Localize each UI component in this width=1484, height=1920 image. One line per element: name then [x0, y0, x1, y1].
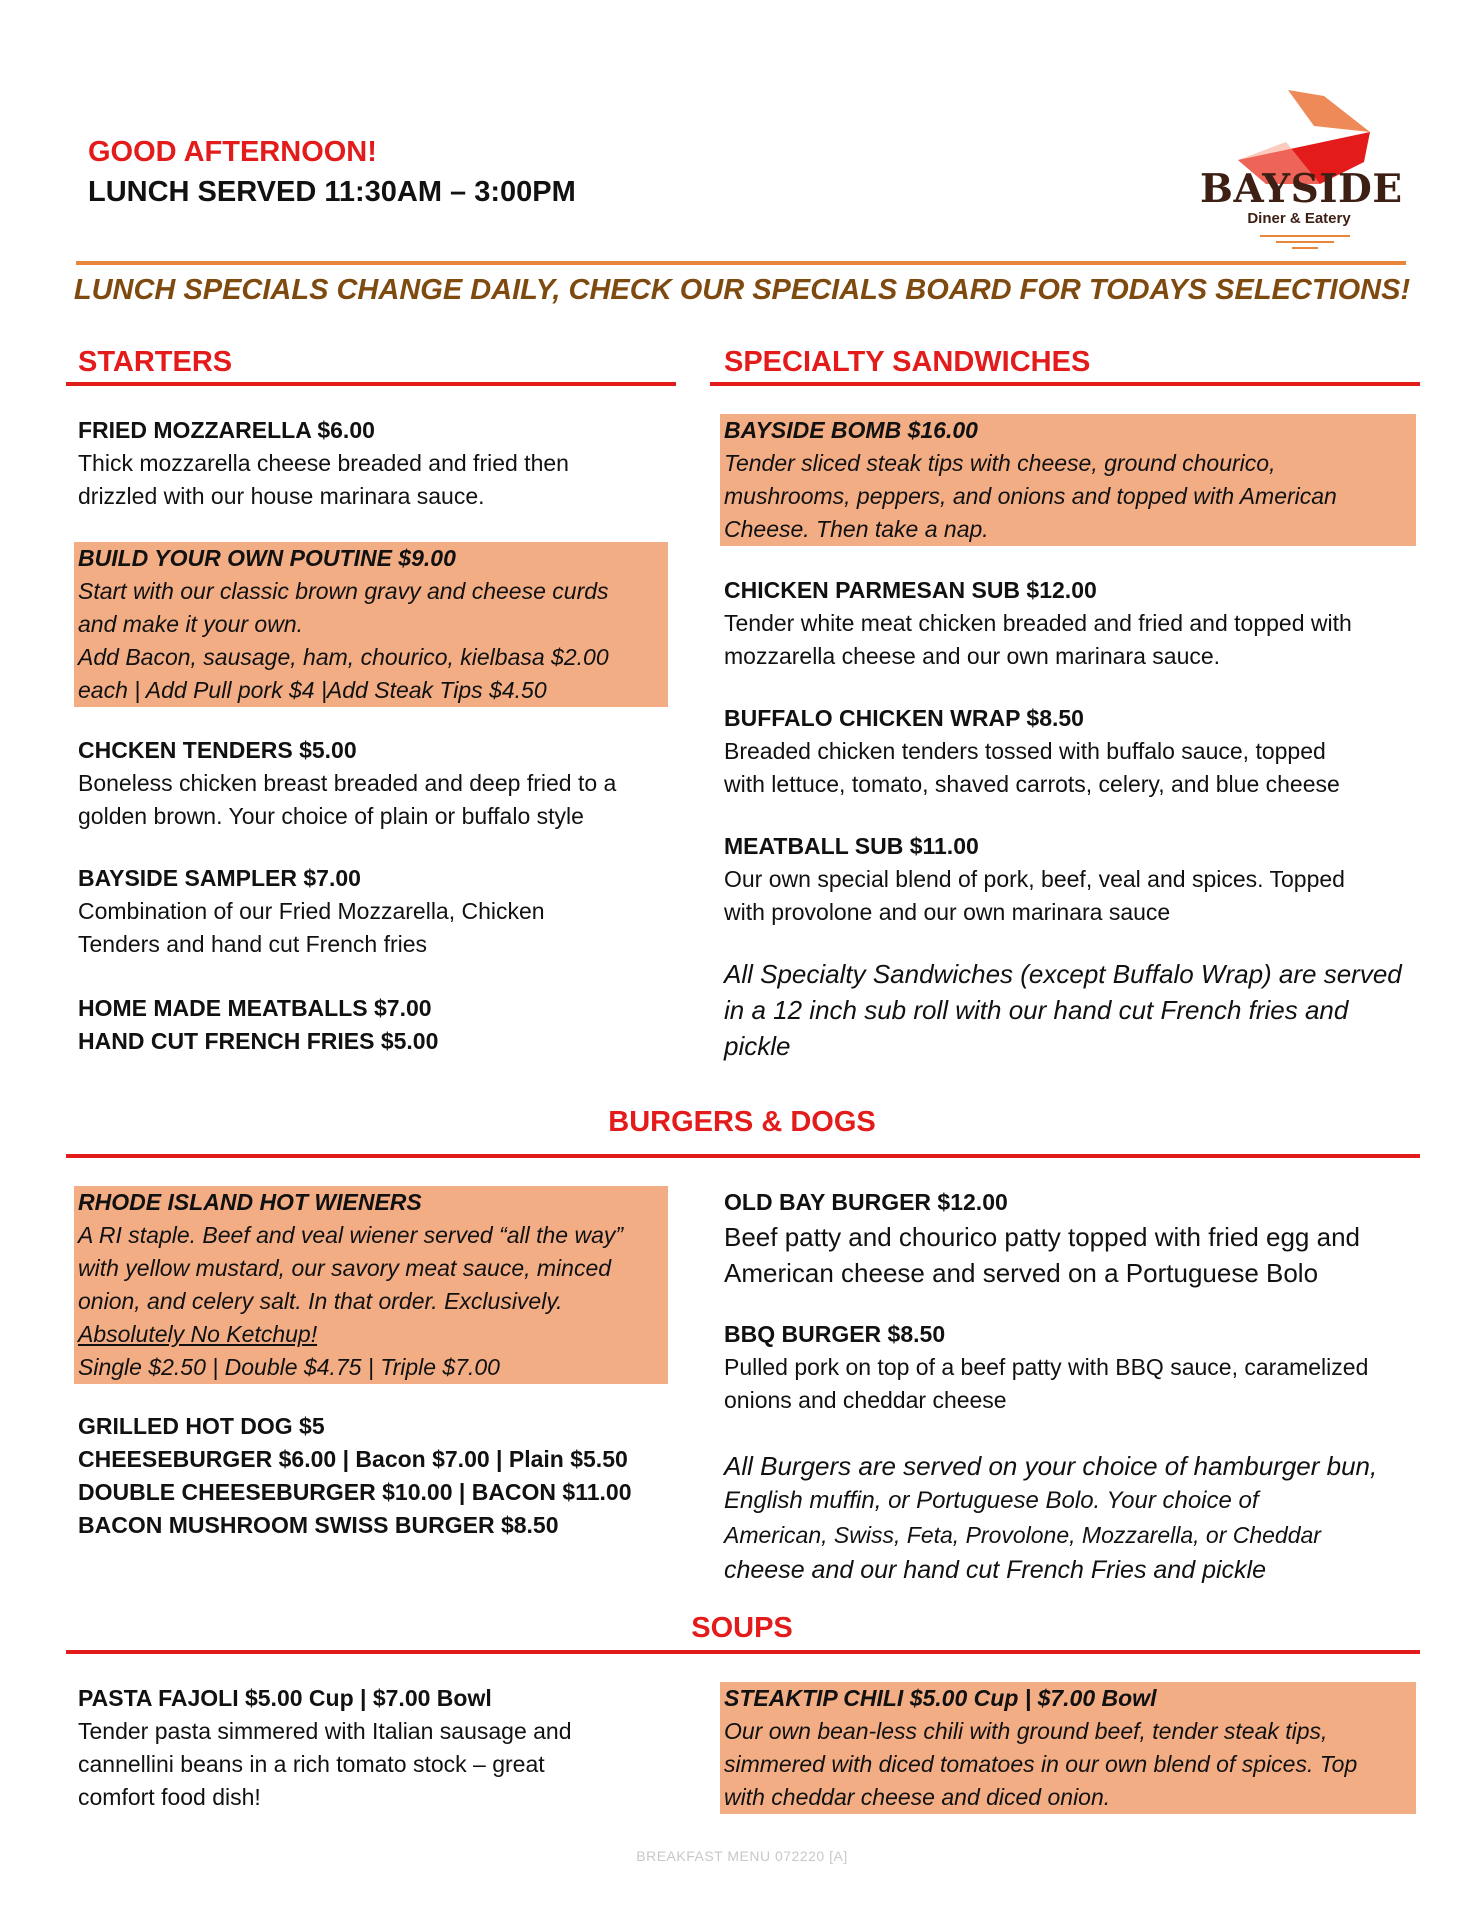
item-description: Start with our classic brown gravy and cheese curds [78, 578, 609, 604]
item-description: mozzarella cheese and our own marinara sauce. [724, 643, 1221, 669]
item-description: Tenders and hand cut French fries [78, 931, 428, 957]
note-line: American, Swiss, Feta, Provolone, Mozzarella, or Cheddar [724, 1522, 1321, 1548]
item-description: drizzled with our house marinara sauce. [78, 483, 485, 509]
item-description: onion, and celery salt. In that order. Exclusively. [78, 1288, 563, 1314]
section-divider [66, 382, 676, 386]
item-description: onions and cheddar cheese [724, 1387, 1007, 1413]
menu-item-old-bay-burger [724, 1186, 1424, 1291]
note-line: in a 12 inch sub roll with our hand cut French fries and [724, 995, 1349, 1025]
item-description: Absolutely No Ketchup! [78, 1321, 318, 1347]
greeting: GOOD AFTERNOON! [88, 136, 377, 168]
item-description: Thick mozzarella cheese breaded and fried then [78, 450, 569, 476]
item-description: comfort food dish! [78, 1784, 261, 1810]
menu-item-double-cheeseburger: DOUBLE CHEESEBURGER $10.00 | BACON $11.00 [78, 1479, 632, 1505]
item-name: OLD BAY BURGER $12.00 [724, 1189, 1008, 1215]
menu-item-swiss-burger: BACON MUSHROOM SWISS BURGER $8.50 [78, 1512, 559, 1538]
section-title-burgers: BURGERS & DOGS [608, 1106, 876, 1138]
item-name: RHODE ISLAND HOT WIENERS [78, 1189, 422, 1215]
menu-item-chicken-tenders [78, 734, 678, 833]
menu-item-poutine [74, 542, 668, 707]
section-title-soups: SOUPS [691, 1612, 793, 1644]
logo-tagline: Diner & Eatery [1247, 210, 1351, 227]
item-name: BAYSIDE SAMPLER $7.00 [78, 865, 361, 891]
item-description: Tender sliced steak tips with cheese, ground chourico, [724, 450, 1276, 476]
specials-banner: LUNCH SPECIALS CHANGE DAILY, CHECK OUR SPECIALS BOARD FOR TODAYS SELECTIONS! [73, 274, 1411, 306]
menu-item-pasta-fajoli [78, 1682, 698, 1814]
menu-item-meatball-sub [724, 830, 1424, 929]
item-name: PASTA FAJOLI $5.00 Cup | $7.00 Bowl [78, 1685, 492, 1711]
item-description: Cheese. Then take a nap. [724, 516, 989, 542]
item-description: and make it your own. [78, 611, 304, 637]
menu-item-bayside-bomb [720, 414, 1416, 546]
section-title-sandwiches: SPECIALTY SANDWICHES [724, 346, 1091, 378]
item-name: FRIED MOZZARELLA $6.00 [78, 417, 375, 443]
item-description: with lettuce, tomato, shaved carrots, celery, and blue cheese [724, 771, 1340, 797]
section-divider [66, 1154, 1420, 1158]
item-name: BUILD YOUR OWN POUTINE $9.00 [78, 545, 456, 571]
item-name: CHICKEN PARMESAN SUB $12.00 [724, 577, 1097, 603]
menu-item-bbq-burger [724, 1318, 1424, 1417]
item-description: American cheese and served on a Portuguese Bolo [724, 1258, 1319, 1288]
menu-item-french-fries: HAND CUT FRENCH FRIES $5.00 [78, 1028, 439, 1054]
note-line: pickle [724, 1031, 791, 1061]
item-description: with provolone and our own marinara sauce [724, 899, 1171, 925]
item-name: CHCKEN TENDERS $5.00 [78, 737, 357, 763]
bayside-logo [1200, 82, 1403, 252]
menu-item-steaktip-chili [720, 1682, 1416, 1814]
item-name: BUFFALO CHICKEN WRAP $8.50 [724, 705, 1084, 731]
item-description: each | Add Pull pork $4 |Add Steak Tips $4.50 [78, 677, 547, 703]
menu-item-buffalo-chicken-wrap [724, 702, 1424, 801]
item-description: Add Bacon, sausage, ham, chourico, kielbasa $2.00 [78, 644, 609, 670]
burgers-note [724, 1448, 1424, 1588]
item-description: cannellini beans in a rich tomato stock – great [78, 1751, 545, 1777]
item-description: Pulled pork on top of a beef patty with BBQ sauce, caramelized [724, 1354, 1369, 1380]
item-description: Tender pasta simmered with Italian sausage and [78, 1718, 572, 1744]
logo-name: BAYSIDE [1200, 166, 1403, 212]
menu-item-fried-mozzarella [78, 414, 678, 513]
item-description: Our own special blend of pork, beef, veal and spices. Topped [724, 866, 1345, 892]
item-price-options: Single $2.50 | Double $4.75 | Triple $7.00 [78, 1354, 500, 1380]
menu-item-meatballs: HOME MADE MEATBALLS $7.00 [78, 995, 432, 1021]
note-line: cheese and our hand cut French Fries and pickle [724, 1556, 1266, 1584]
note-line: English muffin, or Portuguese Bolo. Your choice of [724, 1487, 1259, 1514]
footer-code: BREAKFAST MENU 072220 [A] [636, 1848, 848, 1864]
item-description: Combination of our Fried Mozzarella, Chicken [78, 898, 545, 924]
note-line: All Specialty Sandwiches (except Buffalo Wrap) are served [724, 959, 1402, 989]
item-description: with yellow mustard, our savory meat sauce, minced [78, 1255, 612, 1281]
item-name: MEATBALL SUB $11.00 [724, 833, 979, 859]
note-line: All Burgers are served on your choice of hamburger bun, [724, 1451, 1378, 1481]
menu-item-bayside-sampler [78, 862, 678, 961]
menu-item-list [78, 1410, 698, 1542]
section-divider [710, 382, 1420, 386]
item-description: A RI staple. Beef and veal wiener served “all the way” [78, 1222, 624, 1248]
item-description: Our own bean-less chili with ground beef, tender steak tips, [724, 1718, 1328, 1744]
item-description: Beef patty and chourico patty topped with fried egg and [724, 1222, 1360, 1252]
item-description: with cheddar cheese and diced onion. [724, 1784, 1111, 1810]
section-divider [66, 1650, 1420, 1654]
menu-item-hot-wieners [74, 1186, 668, 1384]
section-title-starters: STARTERS [78, 346, 233, 378]
item-name: STEAKTIP CHILI $5.00 Cup | $7.00 Bowl [724, 1685, 1157, 1711]
item-description: mushrooms, peppers, and onions and topped with American [724, 483, 1337, 509]
item-description: golden brown. Your choice of plain or buffalo style [78, 803, 584, 829]
menu-item-hot-dog: GRILLED HOT DOG $5 [78, 1413, 325, 1439]
menu-item-chicken-parmesan-sub [724, 574, 1424, 673]
sandwiches-note [724, 956, 1424, 1064]
item-name: BAYSIDE BOMB $16.00 [724, 417, 978, 443]
header-divider [76, 261, 1406, 265]
item-description: simmered with diced tomatoes in our own blend of spices. Top [724, 1751, 1358, 1777]
menu-item-cheeseburger: CHEESEBURGER $6.00 | Bacon $7.00 | Plain $5.50 [78, 1446, 628, 1472]
item-name: BBQ BURGER $8.50 [724, 1321, 946, 1347]
menu-item-list [78, 992, 678, 1058]
lunch-hours: LUNCH SERVED 11:30AM – 3:00PM [88, 176, 576, 208]
item-description: Tender white meat chicken breaded and fried and topped with [724, 610, 1352, 636]
item-description: Boneless chicken breast breaded and deep fried to a [78, 770, 617, 796]
item-description: Breaded chicken tenders tossed with buffalo sauce, topped [724, 738, 1326, 764]
